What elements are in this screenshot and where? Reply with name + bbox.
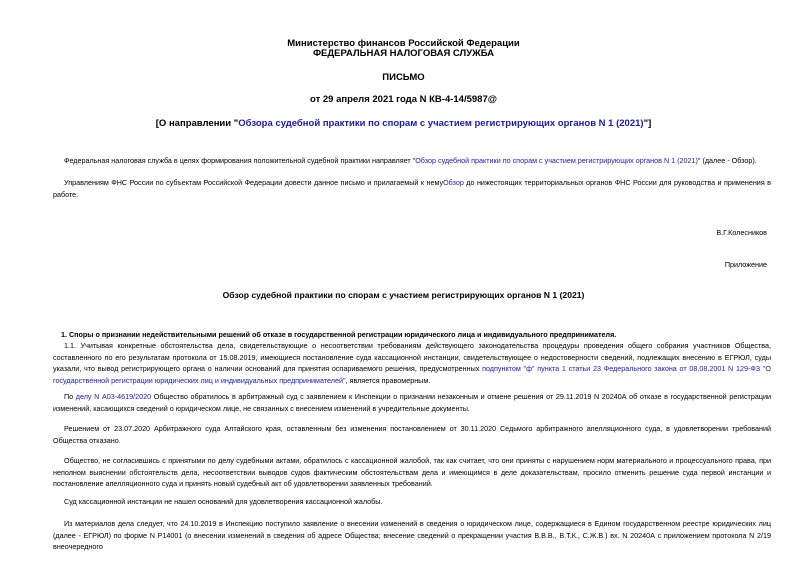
service-name: ФЕДЕРАЛЬНАЯ НАЛОГОВАЯ СЛУЖБА — [312, 48, 495, 59]
subject-open: [О направлении " — [155, 118, 239, 129]
intro-p1-link[interactable]: Обзор судебной практики по спорам с участием регистрирующих органов N 1 (2021) — [415, 156, 698, 165]
paragraph-case — [53, 391, 771, 414]
paragraph-materials: Из материалов дела следует, что 24.10.2019 в Инспекцию поступило заявление о внесении изменений в сведения о юридическом лице, содержащиеся в Едином государственном реестре юридических лиц (далее - ЕГРЮЛ) по форме N Р14001 (о внесении изменений в сведения об адресе Общества; внесение сведений о прекращении участия В.В.В., В.Т.К., С.Ж.В.) вх. N 20240А с приложением протокола N 2/19 внеочередного — [53, 519, 771, 552]
signature: В.Г.Колесников — [716, 228, 767, 237]
p11-text-a: 1.1. Учитывая конкретные обстоятельства дела, свидетельствующие о несоответствии требованиям действующего законодательства процедуры проведения общего собрания участников Общества, составленного по его результатам протокола от 15.08.2019, имеющиеся постановление суда кассационной инстанции, свидетельствующее о недостоверности сведений, подлежащих внесению в ЕГРЮЛ, суды указали, что вывод регистрирующего органа о наличии оснований для принятия оспариваемого решения, предусмотренных — [53, 341, 771, 374]
intro-p2-text-a: Управлениям ФНС России по субъектам Российской Федерации довести данное письмо и прилагаемый к нему — [64, 178, 444, 187]
p11-text-b: , является правомерным. — [345, 375, 431, 385]
document-date-number: от 29 апреля 2021 года N КВ-4-14/5987@ — [310, 94, 497, 105]
document-subject — [0, 118, 807, 129]
paragraph-decision: Решением от 23.07.2020 Арбитражного суда Алтайского края, оставленным без изменения постановлением от 30.11.2020 Седьмого арбитражного апелляционного суда, в удовлетворении требований Общества отказано. — [53, 424, 771, 445]
intro-p2-link[interactable]: Обзор — [443, 178, 464, 187]
intro-paragraph-1 — [53, 155, 771, 167]
p11-link[interactable]: подпунктом "ф" пункта 1 статьи 23 Федерального закона от 08.08.2001 N 129-ФЗ "О государственной регистрации юридических лиц и индивидуальных предпринимателей" — [53, 364, 772, 385]
intro-p1-text-b: " (далее - Обзор). — [697, 156, 757, 165]
p12-link[interactable]: делу N А03-4619/2020 — [75, 392, 152, 401]
appendix-label: Приложение — [724, 260, 767, 269]
ministry-name: Министерство финансов Российской Федерации — [287, 38, 520, 49]
section-1-heading: 1. Споры о признании недействительными решений об отказе в государственной регистрации юридического лица и индивидуального предпринимателя. — [61, 330, 617, 339]
intro-p2-text-b: до нижестоящих территориальных органов ФНС России для руководства и применения в работе. — [53, 178, 772, 199]
paragraph-appeal: Общество, не согласившись с принятыми по делу судебными актами, обратилось с кассационной жалобой, так как считает, что они приняты с нарушением норм материального и процессуального права, при неполном выяснении обстоятельств дела, несоответствии выводов судов фактическим обстоятельствам дела и имеющимся в деле доказательствам, просило отменить решение суда первой инстанции и постановление апелляционного суда и принять новый судебный акт об удовлетворении заявленных требований. — [53, 456, 771, 489]
intro-p1-text-a: Федеральная налоговая служба в целях формирования положительной судебной практики направляет " — [64, 156, 416, 165]
paragraph-cassation: Суд кассационной инстанции не нашел оснований для удовлетворения кассационной жалобы. — [64, 497, 383, 506]
review-title: Обзор судебной практики по спорам с участием регистрирующих органов N 1 (2021) — [222, 290, 585, 300]
document-type: ПИСЬМО — [382, 72, 425, 83]
p12-text-a: По — [64, 392, 76, 401]
subject-close: "] — [643, 118, 652, 129]
p12-text-b: Общество обратилось в арбитражный суд с заявлением к Инспекции о признании незаконным и отмене решения от 29.11.2019 N 20240А об отказе в государственной регистрации изменений, касающихся сведений о юридическом лице, не связанных с внесением изменений в учредительные документы. — [53, 392, 771, 413]
subject-link[interactable]: Обзора судебной практики по спорам с участием регистрирующих органов N 1 (2021) — [238, 118, 644, 129]
paragraph-1-1 — [53, 340, 771, 386]
intro-paragraph-2 — [53, 177, 771, 200]
